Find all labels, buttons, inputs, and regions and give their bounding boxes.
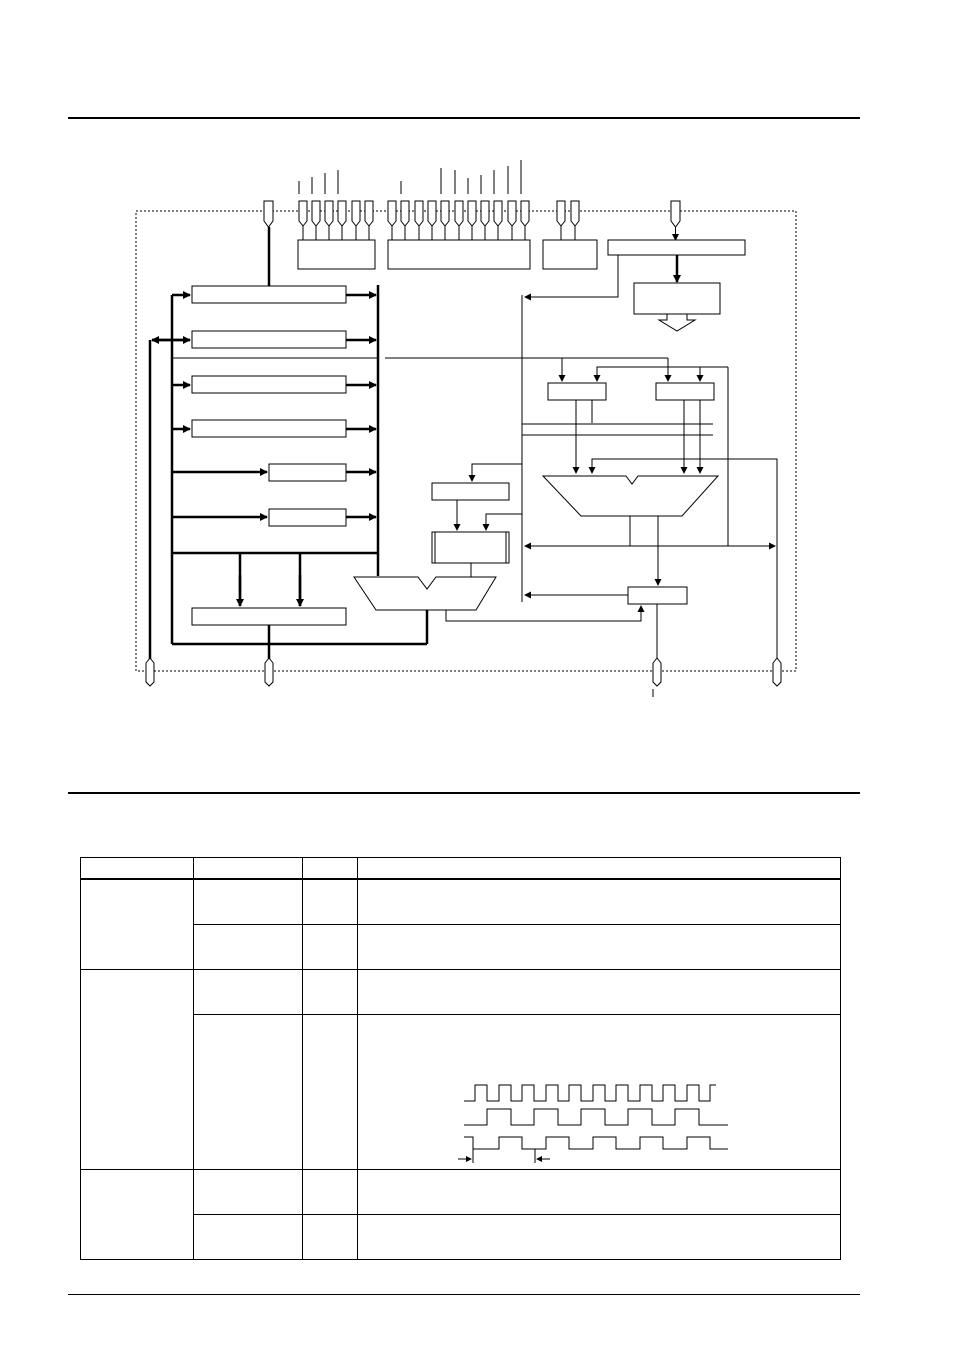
pin-bottom-1: [146, 658, 154, 686]
header-io: [303, 858, 358, 880]
pin-name: [194, 1170, 303, 1215]
register-2: [192, 331, 346, 348]
table-row: [81, 1215, 841, 1260]
footer-rule: [68, 1294, 860, 1295]
pin-io: [303, 879, 358, 925]
register-6: [269, 509, 346, 526]
section-rule: [68, 792, 860, 794]
pin-name: [194, 1015, 303, 1170]
pin-name: [194, 925, 303, 970]
buffer-register-inner: [435, 532, 506, 563]
input-block-1: [298, 240, 375, 269]
register-3: [192, 376, 346, 393]
header-description: [358, 858, 841, 880]
bottom-pins: [146, 658, 781, 686]
group-label: [81, 970, 194, 1170]
waveform-phase-b: [464, 1137, 728, 1149]
pin-io: [303, 1215, 358, 1260]
pin-description-table: [80, 857, 841, 1260]
pin-io: [303, 970, 358, 1015]
waveform-clock: [464, 1085, 716, 1101]
pin-bottom-3: [653, 658, 661, 686]
pin-io: [303, 925, 358, 970]
pin-group-3: [557, 201, 579, 226]
input-block-3: [543, 240, 597, 269]
pin-drops: [303, 226, 676, 240]
clock-block: [608, 240, 745, 255]
pin-desc: [358, 925, 841, 970]
waveform-phase-a: [464, 1109, 728, 1125]
timing-block: [634, 283, 720, 314]
table-row: [81, 879, 841, 925]
pin-name: [194, 1215, 303, 1260]
table-row: [81, 1170, 841, 1215]
table-header-row: [81, 858, 841, 880]
selector-a: [548, 383, 606, 400]
input-block-2: [388, 240, 530, 269]
table-row: [81, 925, 841, 970]
pin-desc: [358, 879, 841, 925]
header-group: [81, 858, 194, 880]
pin-desc: [358, 1215, 841, 1260]
register-1: [192, 286, 346, 303]
pin-name: [194, 879, 303, 925]
alu-left: [354, 577, 496, 610]
output-register: [192, 608, 346, 625]
pin-name: [194, 970, 303, 1015]
alu-right: [543, 476, 718, 516]
compare-register: [628, 587, 687, 604]
pin-group-2: [388, 201, 529, 226]
register-4: [192, 420, 346, 437]
timing-waveform: [458, 1077, 758, 1167]
header-pin: [194, 858, 303, 880]
pin-desc-waveform: [358, 1015, 841, 1170]
pin-bottom-4: [773, 658, 781, 686]
pin-io: [303, 1015, 358, 1170]
register-stack: [192, 286, 346, 625]
pin-bottom-2: [265, 658, 273, 686]
pin-desc: [358, 970, 841, 1015]
register-5: [269, 464, 346, 481]
group-label: [81, 879, 194, 970]
pin-connector: [264, 201, 273, 227]
table-row: [81, 1015, 841, 1170]
timing-output-arrow: [659, 314, 695, 331]
latch-register: [432, 483, 509, 500]
pin-clock-in: [671, 201, 680, 227]
pin-io: [303, 1170, 358, 1215]
pin-group-1: [299, 201, 373, 226]
pin-desc: [358, 1170, 841, 1215]
selector-b: [656, 383, 714, 400]
top-pins: [264, 201, 680, 227]
table-row: [81, 970, 841, 1015]
group-label: [81, 1170, 194, 1260]
